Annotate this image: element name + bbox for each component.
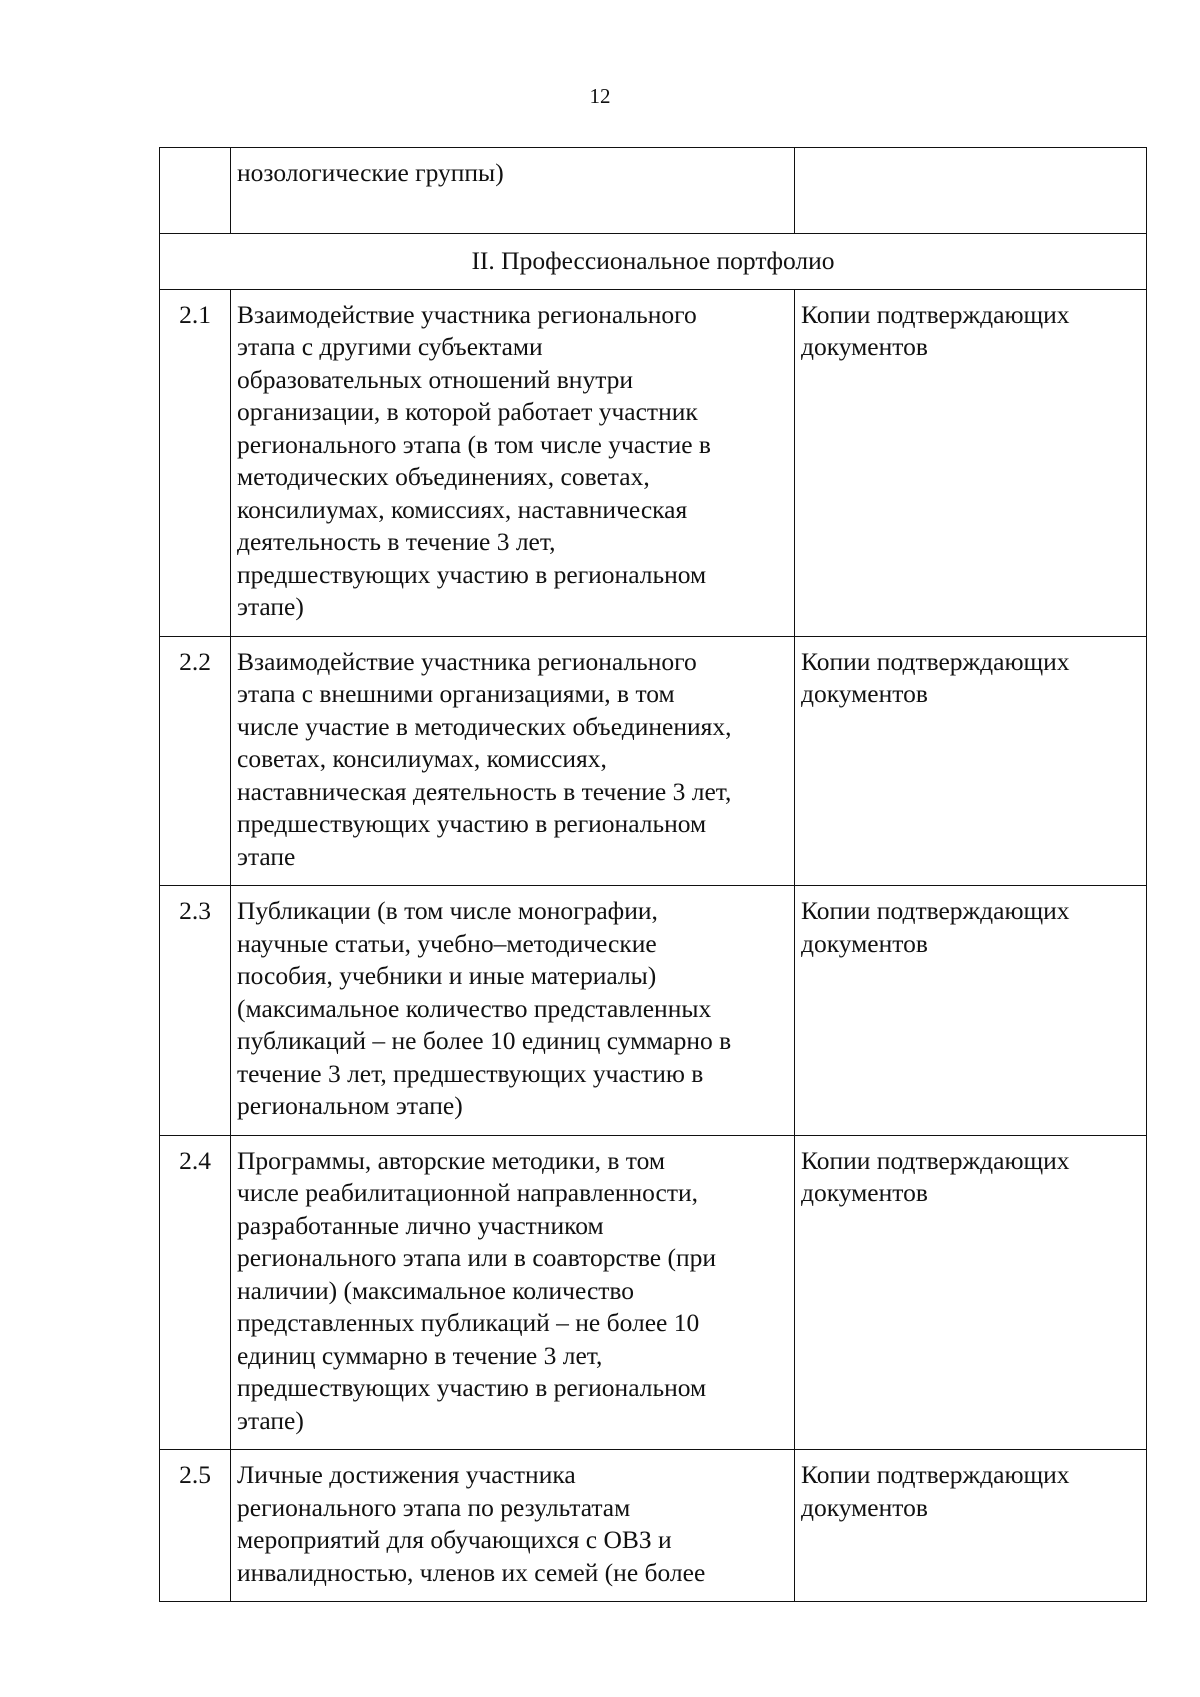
table-row bbox=[160, 1450, 1147, 1602]
document-type: Копии подтверждающих документов bbox=[795, 886, 1147, 1136]
row-number: 2.1 bbox=[160, 289, 231, 636]
document-type bbox=[795, 148, 1147, 234]
criterion-text: Взаимодействие участника регионального этапа с внешними организациями, в том числе участие в методических объединениях, советах, консилиумах, комиссиях, наставническая деятельность в течение 3 лет, предшествующих участию в региональном этапе bbox=[231, 636, 795, 886]
document-type: Копии подтверждающих документов bbox=[795, 1450, 1147, 1602]
criterion-text: Публикации (в том числе монографии, научные статьи, учебно–методические пособия, учебники и иные материалы) (максимальное количество представленных публикаций – не более 10 единиц суммарно в течение 3 лет, предшествующих участию в региональном этапе) bbox=[231, 886, 795, 1136]
row-number: 2.3 bbox=[160, 886, 231, 1136]
criterion-text: Личные достижения участника регионального этапа по результатам мероприятий для обучающихся с ОВЗ и инвалидностью, членов их семей (не более bbox=[231, 1450, 795, 1602]
portfolio-table bbox=[159, 147, 1147, 1602]
section-title: II. Профессиональное портфолио bbox=[160, 234, 1147, 290]
table-row bbox=[160, 886, 1147, 1136]
criterion-text: Программы, авторские методики, в том числе реабилитационной направленности, разработанные лично участником регионального этапа или в соавторстве (при наличии) (максимальное количество представленных публикаций – не более 10 единиц суммарно в течение 3 лет, предшествующих участию в региональном этапе) bbox=[231, 1135, 795, 1450]
document-type: Копии подтверждающих документов bbox=[795, 1135, 1147, 1450]
criterion-text: Взаимодействие участника регионального этапа с другими субъектами образовательных отношений внутри организации, в которой работает участник регионального этапа (в том числе участие в методических объединениях, советах, консилиумах, комиссиях, наставническая деятельность в течение 3 лет, предшествующих участию в региональном этапе) bbox=[231, 289, 795, 636]
criterion-text: нозологические группы) bbox=[231, 148, 795, 234]
table-row bbox=[160, 289, 1147, 636]
table-row bbox=[160, 1135, 1147, 1450]
document-type: Копии подтверждающих документов bbox=[795, 289, 1147, 636]
row-number: 2.4 bbox=[160, 1135, 231, 1450]
row-number: 2.2 bbox=[160, 636, 231, 886]
row-number bbox=[160, 148, 231, 234]
row-number: 2.5 bbox=[160, 1450, 231, 1602]
table-row-continuation bbox=[160, 148, 1147, 234]
table-row bbox=[160, 636, 1147, 886]
section-header-row bbox=[160, 234, 1147, 290]
page-number: 12 bbox=[589, 84, 611, 108]
document-type: Копии подтверждающих документов bbox=[795, 636, 1147, 886]
